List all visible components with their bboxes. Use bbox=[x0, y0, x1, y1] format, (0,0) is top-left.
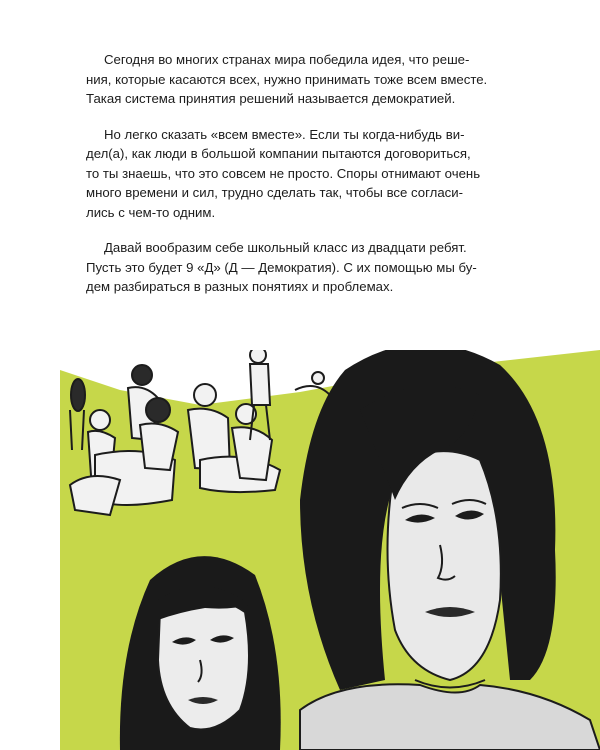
paragraph-1: Сегодня во многих странах мира победила идея, что реше- ния, которые касаются всех, нужно принимать тоже всем вместе. Такая система принятия решений называется демократией. bbox=[86, 52, 488, 106]
body-text bbox=[86, 50, 494, 313]
face bbox=[158, 598, 249, 730]
face bbox=[388, 451, 501, 680]
comic-illustration bbox=[0, 350, 600, 750]
paragraph-3: Давай вообразим себе школьный класс из двадцати ребят. Пусть это будет 9 «Д» (Д — Демократия). С их помощью мы бу- дем разбираться в разных понятиях и проблемах. bbox=[86, 240, 477, 294]
paragraph-2: Но легко сказать «всем вместе». Если ты когда-нибудь ви- дел(а), как люди в большой компании пытаются договориться, то ты знаешь, что это совсем не просто. Споры отнимают очень много времени и сил, трудно сделать так, чтобы все согласи- лись с чем-то одним. bbox=[86, 126, 481, 220]
